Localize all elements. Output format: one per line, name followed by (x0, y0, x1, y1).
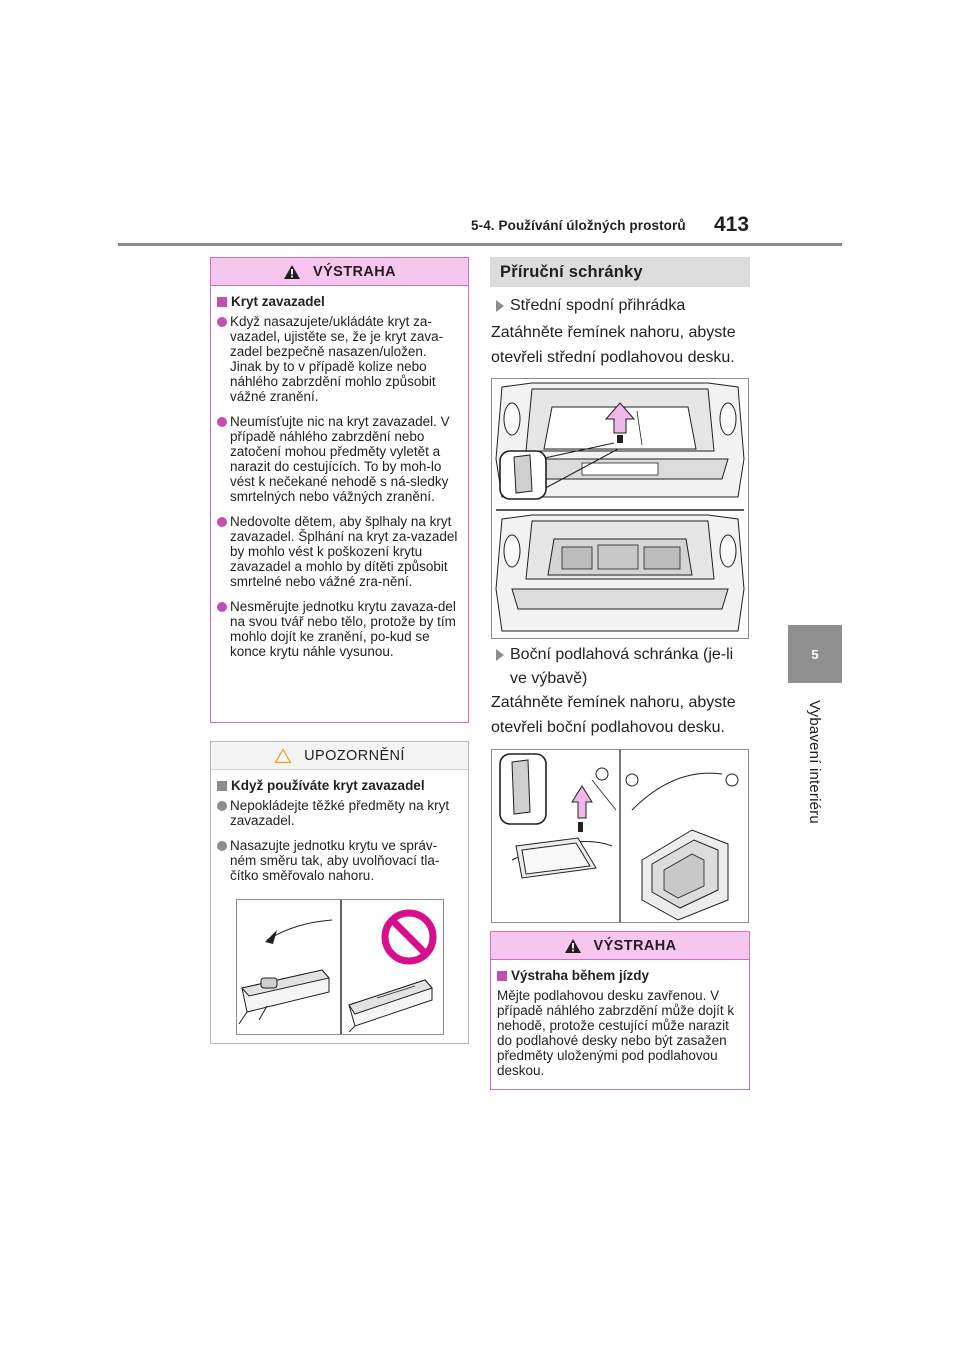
square-bullet-icon (217, 297, 227, 307)
list-item: Boční podlahová schránka (je-li ve výbavě) (496, 643, 746, 691)
page-number: 413 (714, 213, 750, 236)
warning-triangle-icon (564, 938, 582, 954)
chapter-label: Vybavení interiéru (806, 700, 823, 824)
caution-box (210, 741, 469, 1044)
warning-title-bar (491, 932, 749, 960)
list-item: Nasazujte jednotku krytu ve správ-ném směru tak, aby uvolňovací tla-čítko směřovalo nahoru. (217, 838, 458, 883)
warning-box-driving (490, 931, 750, 1090)
side-compartment-illustration (491, 749, 749, 923)
triangle-bullet-icon (496, 649, 504, 661)
list-item: Když nasazujete/ukládáte kryt za-vazadel, ujistěte se, že je kryt zava-zadel bezpečně nasazen/uložen. Jinak by to v případě kolize nebo náhlého zabrzdění mohlo způsobit vážné zranění. (217, 314, 458, 404)
center-compartment-illustration (491, 378, 749, 639)
caution-triangle-icon (274, 748, 292, 764)
warning-text: Mějte podlahovou desku zavřenou. V případě náhlého zabrzdění může dojít k nehodě, protože cestující může narazit do podlahové desky nebo být zasažen předměty uloženými pod podlahovou deskou. (497, 988, 735, 1078)
caution-title: UPOZORNĚNÍ (304, 747, 405, 764)
warning-title: VÝSTRAHA (593, 937, 677, 954)
cover-unit-illustration (236, 899, 444, 1035)
header-rule (118, 243, 842, 246)
bullet-dot-icon (217, 841, 227, 851)
caution-subhead: Když používáte kryt zavazadel (231, 778, 425, 793)
paragraph: Zatáhněte řemínek nahoru, abyste otevřeli boční podlahovou desku. (491, 694, 736, 736)
list-item: Nepokládejte těžké předměty na kryt zavazadel. (217, 798, 458, 828)
square-bullet-icon (217, 781, 227, 791)
triangle-bullet-icon (496, 300, 504, 312)
list-item: Nesměrujte jednotku krytu zavaza-del na svou tvář nebo tělo, protože by tím mohlo dojít ke zranění, po-kud se konce krytu náhle vysunou. (217, 599, 458, 659)
warning-subhead: Výstraha během jízdy (511, 968, 650, 983)
list-item: Neumísťujte nic na kryt zavazadel. V případě náhlého zabrzdění nebo zatočení mohou předměty vyletět a narazit do cestujících. To by moh-lo vést k nečekané nehodě s ná-sledky smrtelných nebo vážných zranění. (217, 414, 458, 504)
warning-title-bar (211, 258, 468, 286)
warning-title: VÝSTRAHA (313, 263, 396, 280)
bullet-dot-icon (217, 417, 227, 427)
bullet-dot-icon (217, 801, 227, 811)
bullet-dot-icon (217, 602, 227, 612)
bullet-dot-icon (217, 517, 227, 527)
list-item: Střední spodní přihrádka (496, 294, 746, 318)
list-item: Nedovolte dětem, aby šplhaly na kryt zavazadel. Šplhání na kryt za-vazadel by mohlo vést k poškození krytu zavazadel a mohlo by dítěti způsobit smrtelné nebo vážné zra-nění. (217, 514, 458, 589)
warning-box-luggage-cover (210, 257, 469, 723)
caution-title-bar (211, 742, 468, 770)
paragraph: Zatáhněte řemínek nahoru, abyste otevřeli střední podlahovou desku. (491, 324, 736, 366)
section-header: Příruční schránky (490, 257, 750, 287)
square-bullet-icon (497, 971, 507, 981)
section-title: 5-4. Používání úložných prostorů (471, 218, 686, 233)
bullet-dot-icon (217, 317, 227, 327)
chapter-tab[interactable]: 5 (788, 625, 842, 683)
warning-subhead: Kryt zavazadel (231, 294, 325, 309)
warning-triangle-icon (283, 264, 301, 280)
